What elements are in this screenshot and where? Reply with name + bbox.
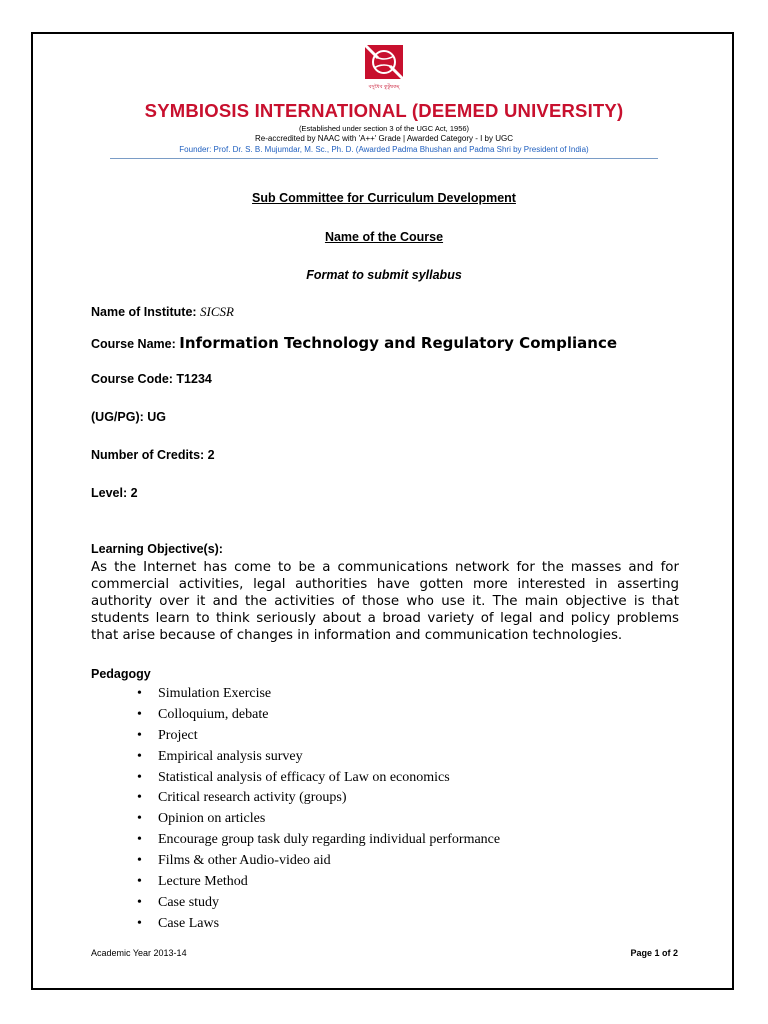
svg-text:বসুধৈব কুটুম্বকম্: বসুধৈব কুটুম্বকম্ [368, 84, 400, 90]
bullet-icon: • [137, 811, 142, 827]
accreditation-line: Re-accredited by NAAC with 'A++' Grade | Awarded Category - I by UGC [255, 134, 513, 143]
bullet-icon: • [137, 915, 142, 931]
list-item [137, 768, 500, 789]
pedagogy-label: Pedagogy [91, 667, 151, 681]
bullet-icon: • [137, 769, 142, 785]
course-code: Course Code: T1234 [91, 372, 212, 386]
page-number [630, 948, 678, 958]
list-item-text: Lecture Method [158, 874, 248, 890]
list-item-text: Case Laws [158, 915, 220, 931]
list-item [137, 788, 500, 809]
list-item [137, 747, 500, 768]
bullet-icon: • [137, 790, 142, 806]
list-item-text: Statistical analysis of efficacy of Law on economics [158, 769, 450, 785]
course-title-heading: Name of the Course [324, 230, 444, 244]
list-item-text: Project [158, 727, 198, 743]
institute-value: SICSR [200, 304, 234, 319]
list-item-text: Critical research activity (groups) [158, 790, 347, 806]
list-item [137, 809, 500, 830]
list-item-text: Colloquium, debate [158, 706, 269, 722]
list-item [137, 914, 500, 935]
list-item-text: Opinion on articles [158, 811, 266, 827]
bullet-icon: • [137, 686, 142, 701]
format-heading: Format to submit syllabus [306, 268, 462, 282]
course-name-field [91, 334, 617, 352]
list-item [137, 726, 500, 747]
list-item [137, 830, 500, 851]
bullet-icon: • [137, 832, 142, 848]
list-item-text: Films & other Audio-video aid [158, 853, 331, 869]
page-number-text: Page 1 of 2 [630, 948, 678, 958]
list-item [137, 893, 500, 914]
list-item [137, 872, 500, 893]
committee-heading: Sub Committee for Curriculum Development [252, 191, 516, 205]
list-item-text: Empirical analysis survey [158, 748, 303, 764]
number-of-credits: Number of Credits: 2 [91, 448, 215, 462]
list-item-text: Simulation Exercise [158, 686, 272, 701]
symbiosis-logo-icon [362, 42, 406, 92]
list-item-text: Encourage group task duly regarding individual performance [158, 832, 501, 848]
institute-field [91, 304, 234, 320]
bullet-icon: • [137, 748, 142, 764]
bullet-icon: • [137, 727, 142, 743]
founder-line: Founder: Prof. Dr. S. B. Mujumdar, M. Sc., Ph. D. (Awarded Padma Bhushan and Padma Shri by President of India) [179, 145, 589, 154]
pedagogy-list [137, 684, 500, 935]
course-name-value: Information Technology and Regulatory Compliance [179, 334, 618, 352]
header-divider [110, 158, 658, 159]
bullet-icon: • [137, 894, 142, 910]
course-name-label: Course Name: [91, 337, 176, 351]
institute-label: Name of Institute: [91, 305, 197, 319]
bullet-icon: • [137, 874, 142, 890]
list-item [137, 684, 500, 705]
learning-objectives-label: Learning Objective(s): [91, 542, 223, 556]
list-item-text: Case study [158, 894, 220, 910]
level: Level: 2 [91, 486, 138, 500]
bullet-icon: • [137, 853, 142, 869]
list-item [137, 851, 500, 872]
university-name: SYMBIOSIS INTERNATIONAL (DEEMED UNIVERSITY) [144, 100, 624, 121]
established-line: (Established under section 3 of the UGC Act, 1956) [298, 124, 470, 133]
learning-objectives-text: As the Internet has come to be a communications network for the masses and for commercial activities, legal authorities have gotten more interested in asserting authority over it and the activities of those who use it. The main objective is that students learn to think seriously about a broad variety of legal and policy problems that arise because of changes in information and communication technologies. [91, 560, 679, 643]
list-item [137, 705, 500, 726]
ug-pg: (UG/PG): UG [91, 410, 166, 424]
bullet-icon: • [137, 706, 142, 722]
academic-year: Academic Year 2013-14 [91, 948, 187, 958]
